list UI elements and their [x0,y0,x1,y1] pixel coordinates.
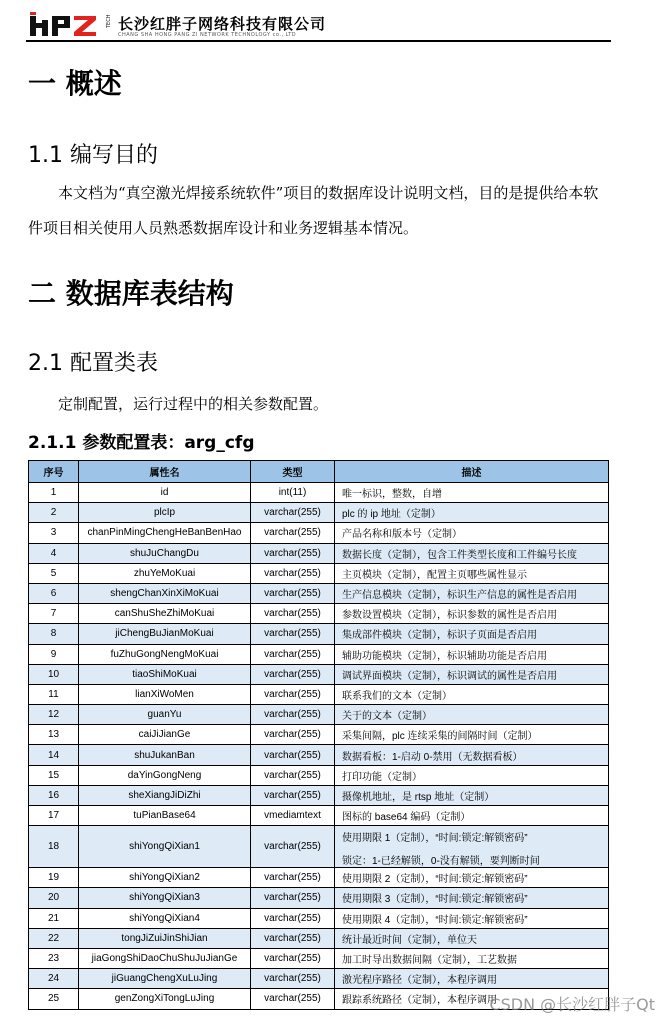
heading-arg-cfg: 2.1.1 参数配置表：arg_cfg [28,433,255,453]
cell-desc [335,928,609,948]
cell-desc [335,684,609,704]
table-row [29,868,609,888]
table-row [29,644,609,664]
desc-line: 打印功能（定制） [342,771,422,783]
heading-purpose: 1.1 编写目的 [28,143,158,168]
cell-seq: 12 [29,705,79,725]
cell-type: varchar(255) [251,684,335,704]
cell-type: varchar(255) [251,826,335,868]
cell-seq: 20 [29,888,79,908]
cell-desc [335,725,609,745]
cell-attr-name: tuPianBase64 [79,806,251,826]
table-row [29,523,609,543]
cell-type: varchar(255) [251,543,335,563]
cell-type: varchar(255) [251,969,335,989]
cell-seq: 3 [29,523,79,543]
desc-line: 生产信息模块（定制），标识生产信息的属性是否启用 [342,590,577,602]
cell-desc [335,826,609,868]
desc-line: 数据长度（定制），包含工件类型长度和工件编号长度 [342,549,577,561]
table-row [29,563,609,583]
cell-desc [335,563,609,583]
cell-desc [335,908,609,928]
cell-type: varchar(255) [251,989,335,1009]
company-name-en: CHANG SHA HONG PANG ZI NETWORK TECHNOLOGY co., LTD [118,32,297,38]
desc-line: plc 的 ip 地址（定制） [342,509,441,521]
table-row [29,785,609,805]
cell-seq: 8 [29,624,79,644]
cell-attr-name: plcIp [79,503,251,523]
cell-attr-name: caiJiJianGe [79,725,251,745]
cell-desc [335,785,609,805]
cell-seq: 14 [29,745,79,765]
cell-seq: 19 [29,868,79,888]
table-row [29,664,609,684]
purpose-paragraph: 本文档为“真空激光焊接系统软件”项目的数据库设计说明文档，目的是提供给本软件项目相关使用人员熟悉数据库设计和业务逻辑基本情况。 [28,184,599,237]
cell-desc [335,888,609,908]
cell-attr-name: daYinGongNeng [79,765,251,785]
table-row [29,483,609,503]
col-header: 属性名 [79,461,251,483]
table-row [29,765,609,785]
cell-type: varchar(255) [251,725,335,745]
desc-line: 图标的 base64 编码（定制） [342,812,471,824]
arg-cfg-table [28,460,609,1010]
cell-desc [335,604,609,624]
desc-line: 调试界面模块（定制），标识调试的属性是否启用 [342,670,557,682]
cell-attr-name: shuJuChangDu [79,543,251,563]
table-row [29,543,609,563]
cell-type: varchar(255) [251,888,335,908]
cell-type: varchar(255) [251,928,335,948]
company-logo [30,12,112,38]
cell-desc [335,483,609,503]
cell-type: varchar(255) [251,908,335,928]
table-row [29,604,609,624]
cell-desc [335,664,609,684]
col-header: 序号 [29,461,79,483]
cell-attr-name: genZongXiTongLuJing [79,989,251,1009]
col-header: 描述 [335,461,609,483]
heading-overview: 一 概述 [28,67,122,100]
cell-type: varchar(255) [251,503,335,523]
svg-text:TECH: TECH [106,14,112,28]
company-name: 长沙红胖子网络科技有限公司 [118,15,327,33]
cell-seq: 22 [29,928,79,948]
cell-attr-name: lianXiWoMen [79,684,251,704]
cell-seq: 10 [29,664,79,684]
desc-line: 使用期限 4（定制），“时间:锁定:解锁密码” [342,914,528,926]
cell-seq: 23 [29,948,79,968]
table-row [29,583,609,603]
table-row [29,806,609,826]
cell-seq: 16 [29,785,79,805]
cell-desc [335,644,609,664]
cell-attr-name: shiYongQiXian4 [79,908,251,928]
cell-desc [335,543,609,563]
table-row [29,624,609,644]
table-row [29,684,609,704]
cell-desc [335,868,609,888]
table-row [29,826,609,868]
table-row [29,928,609,948]
cell-attr-name: shuJukanBan [79,745,251,765]
desc-line: 关于的文本（定制） [342,711,432,723]
cell-desc [335,745,609,765]
cell-type: varchar(255) [251,745,335,765]
desc-line: 联系我们的文本（定制） [342,690,452,702]
cell-type: varchar(255) [251,868,335,888]
desc-line: 摄像机地址，是 rtsp 地址（定制） [342,791,495,803]
cell-type: varchar(255) [251,583,335,603]
cell-seq: 5 [29,563,79,583]
cell-type: varchar(255) [251,624,335,644]
desc-line: 数据看板：1-启动 0-禁用（无数据看板） [342,751,523,763]
cell-attr-name: jiChengBuJianMoKuai [79,624,251,644]
cell-attr-name: shiYongQiXian3 [79,888,251,908]
cell-type: varchar(255) [251,563,335,583]
desc-line: 加工时导出数据间隔（定制），工艺数据 [342,955,517,967]
cell-seq: 11 [29,684,79,704]
cell-seq: 6 [29,583,79,603]
cell-seq: 18 [29,826,79,868]
desc-line: 使用期限 3（定制），“时间:锁定:解锁密码” [342,894,528,906]
desc-line: 锁定：1-已经解锁，0-没有解锁，要判断时间 [342,856,540,868]
cell-attr-name: shiYongQiXian1 [79,826,251,868]
cell-seq: 7 [29,604,79,624]
cell-seq: 9 [29,644,79,664]
cell-seq: 17 [29,806,79,826]
cell-desc [335,523,609,543]
cell-seq: 15 [29,765,79,785]
cell-type: varchar(255) [251,785,335,805]
cell-seq: 13 [29,725,79,745]
cell-attr-name: sheXiangJiDiZhi [79,785,251,805]
cell-attr-name: guanYu [79,705,251,725]
cell-desc [335,765,609,785]
cell-attr-name: shiYongQiXian2 [79,868,251,888]
desc-line: 统计最近时间（定制），单位天 [342,934,477,946]
desc-line: 跟踪系统路径（定制），本程序调用 [342,995,497,1007]
watermark: CSDN @长沙红胖子Qt [489,995,655,1014]
desc-line: 使用期限 2（定制），“时间:锁定:解锁密码” [342,874,528,886]
cell-attr-name: id [79,483,251,503]
cell-type: varchar(255) [251,765,335,785]
desc-line: 采集间隔，plc 连续采集的间隔时间（定制） [342,731,538,743]
cell-desc [335,705,609,725]
header-divider [26,40,611,42]
cell-type: vmediamtext [251,806,335,826]
cell-type: varchar(255) [251,523,335,543]
cell-type: int(11) [251,483,335,503]
cell-attr-name: jiaGongShiDaoChuShuJuJianGe [79,948,251,968]
cell-type: varchar(255) [251,664,335,684]
table-row [29,745,609,765]
cell-type: varchar(255) [251,705,335,725]
cell-desc [335,948,609,968]
cell-desc [335,624,609,644]
cell-attr-name: fuZhuGongNengMoKuai [79,644,251,664]
cell-attr-name: jiGuangChengXuLuJing [79,969,251,989]
desc-line: 产品名称和版本号（定制） [342,529,462,541]
cell-attr-name: chanPinMingChengHeBanBenHao [79,523,251,543]
cell-type: varchar(255) [251,604,335,624]
cell-attr-name: canShuSheZhiMoKuai [79,604,251,624]
desc-line: 辅助功能模块（定制），标识辅助功能是否启用 [342,650,547,662]
table-row [29,888,609,908]
cell-type: varchar(255) [251,644,335,664]
cell-desc [335,806,609,826]
desc-line: 唯一标识，整数，自增 [342,489,442,501]
desc-line: 使用期限 1（定制），“时间:锁定:解锁密码” [342,833,528,845]
desc-line: 激光程序路径（定制），本程序调用 [342,975,497,987]
table-row [29,948,609,968]
cell-attr-name: tongJiZuiJinShiJian [79,928,251,948]
desc-line: 主页模块（定制），配置主页哪些属性显示 [342,569,527,581]
cell-attr-name: zhuYeMoKuai [79,563,251,583]
cell-seq: 25 [29,989,79,1009]
cell-attr-name: tiaoShiMoKuai [79,664,251,684]
table-row [29,969,609,989]
cell-desc [335,503,609,523]
cell-desc [335,969,609,989]
cell-seq: 21 [29,908,79,928]
heading-db-structure: 二 数据库表结构 [28,277,234,310]
cell-seq: 4 [29,543,79,563]
heading-config-tables: 2.1 配置类表 [28,351,158,376]
cell-type: varchar(255) [251,948,335,968]
table-row [29,725,609,745]
cell-desc [335,583,609,603]
desc-line: 参数设置模块（定制），标识参数的属性是否启用 [342,610,557,622]
table-row [29,503,609,523]
table-header-row [29,461,609,483]
cell-seq: 2 [29,503,79,523]
col-header: 类型 [251,461,335,483]
desc-line: 集成部件模块（定制），标识子页面是否启用 [342,630,537,642]
table-row [29,705,609,725]
cell-seq: 1 [29,483,79,503]
config-paragraph: 定制配置，运行过程中的相关参数配置。 [58,395,329,413]
cell-seq: 24 [29,969,79,989]
table-row [29,908,609,928]
cell-attr-name: shengChanXinXiMoKuai [79,583,251,603]
